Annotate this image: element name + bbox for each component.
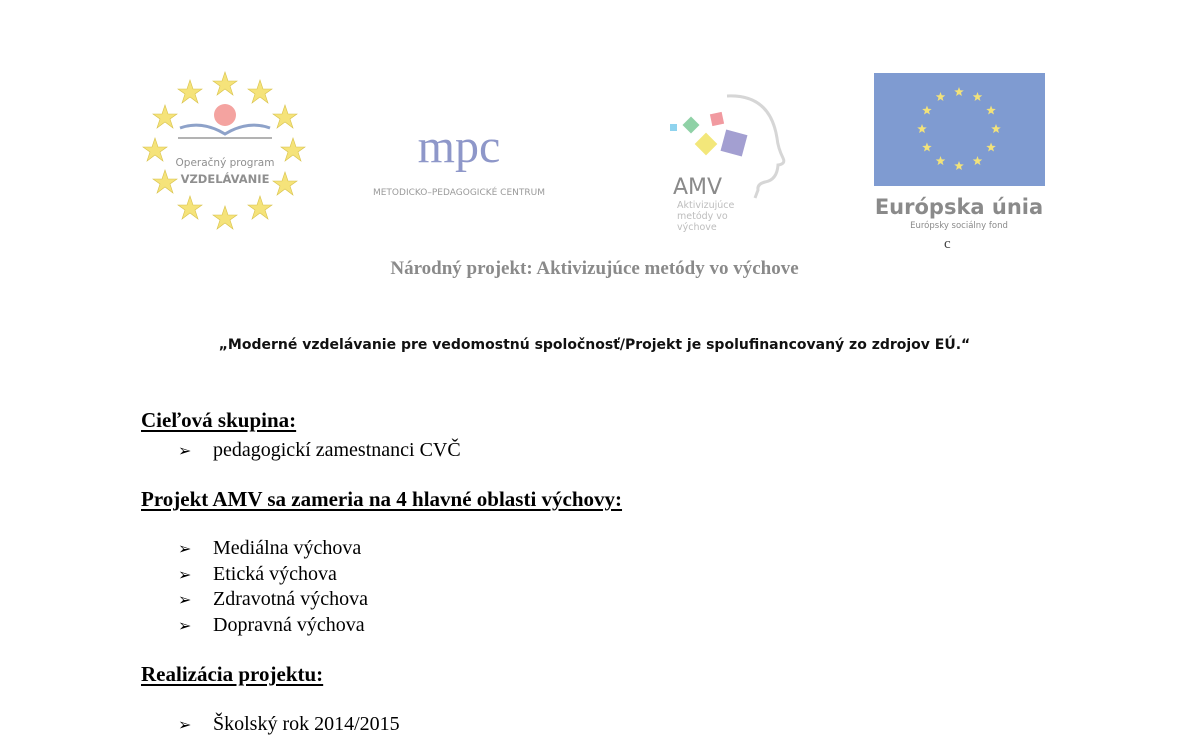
star-icon (281, 138, 305, 161)
arrow-bullet-icon: ➢ (178, 441, 192, 460)
star-icon (248, 80, 272, 103)
sun-circle-icon (214, 104, 236, 126)
eu-logo-graphic (870, 72, 1050, 232)
list-item-text: Mediálna výchova (213, 537, 362, 559)
list-item-text: Etická výchova (213, 562, 337, 585)
open-book-icon (180, 125, 270, 134)
star-icon (178, 196, 202, 219)
list-item (178, 438, 461, 464)
mpc-logo-graphic (352, 118, 567, 208)
arrow-bullet-icon: ➢ (178, 590, 192, 609)
star-icon (248, 196, 272, 219)
square-icon (710, 112, 724, 126)
amv-logo-line2: metódy vo (677, 211, 728, 222)
square-icon (670, 124, 677, 131)
arrow-bullet-icon: ➢ (178, 564, 192, 584)
star-icon (143, 138, 167, 161)
list-item (178, 562, 368, 588)
list-item (178, 587, 368, 613)
mpc-logo-name: METODICKO–PEDAGOGICKÉ CENTRUM (372, 188, 546, 198)
list-item-text: Školský rok 2014/2015 (213, 713, 400, 735)
amv-logo-mark: AMV (673, 175, 723, 200)
square-icon (695, 133, 718, 156)
list-item (178, 712, 400, 738)
logo-operacny-program (140, 70, 310, 232)
eu-logo-fund: Európsky sociálny fond (910, 221, 1008, 231)
amv-logo-line1: Aktivizujúce (677, 200, 735, 211)
target-group-list (178, 438, 461, 464)
star-icon (213, 206, 237, 229)
star-icon (273, 172, 297, 195)
eu-logo-name: Európska únia (874, 195, 1044, 219)
star-icon (213, 72, 237, 95)
operacny-program-logo-graphic (140, 70, 310, 232)
star-icon (273, 105, 297, 128)
list-item (178, 536, 368, 562)
star-icon (153, 105, 177, 128)
amv-logo-graphic (665, 90, 790, 235)
op-logo-line1: Operačný program (175, 157, 275, 169)
op-logo-line2: VZDELÁVANIE (180, 172, 270, 186)
logo-amv (665, 90, 790, 235)
mpc-logo-mark: mpc (417, 120, 501, 173)
square-icon (683, 117, 700, 134)
arrow-bullet-icon: ➢ (178, 539, 192, 558)
arrow-bullet-icon: ➢ (178, 715, 192, 734)
section-heading-realization: Realizácia projektu: (141, 662, 324, 686)
list-item-text: Zdravotná výchova (213, 588, 368, 610)
logo-mpc (352, 118, 567, 208)
section-heading-target-group: Cieľová skupina: (141, 408, 297, 432)
section-heading-focus-areas: Projekt AMV sa zameria na 4 hlavné oblasti výchovy: (141, 487, 623, 511)
realization-list (178, 712, 400, 738)
logo-eu (870, 72, 1050, 232)
list-item-text: Dopravná výchova (213, 613, 365, 636)
amv-logo-line3: výchove (677, 222, 717, 233)
focus-areas-list (178, 536, 368, 638)
star-icon (153, 170, 177, 193)
square-icon (721, 130, 748, 157)
list-item (178, 613, 368, 639)
stray-character: c (944, 236, 951, 252)
arrow-bullet-icon: ➢ (178, 615, 192, 635)
list-item-text: pedagogickí zamestnanci CVČ (213, 439, 461, 461)
star-icon (178, 80, 202, 103)
project-title: Národný projekt: Aktivizujúce metódy vo výchove (390, 258, 799, 279)
project-tagline: „Moderné vzdelávanie pre vedomostnú spoločnosť/Projekt je spolufinancovaný zo zdrojov EÚ.“ (218, 337, 971, 353)
